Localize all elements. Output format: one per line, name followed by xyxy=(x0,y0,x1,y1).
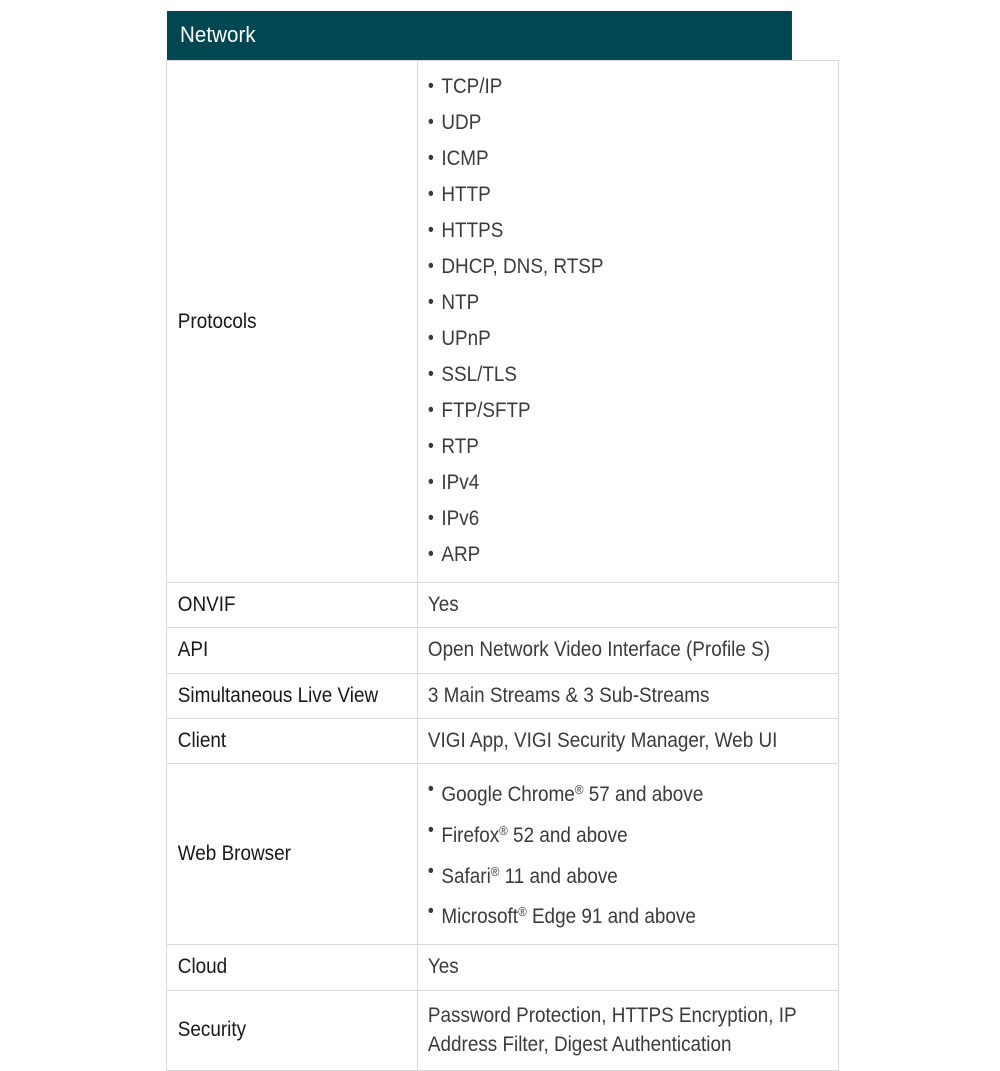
table-row-security xyxy=(167,990,839,1071)
list-item: • UDP xyxy=(428,105,848,141)
row-label-cell xyxy=(167,61,418,583)
list-item: • Google Chrome® 57 and above xyxy=(428,772,848,813)
row-label-text: API xyxy=(177,638,209,662)
list-item: • Safari® 11 and above xyxy=(428,854,848,895)
section-header-title: Network xyxy=(167,11,792,61)
row-label-text: Security xyxy=(177,1018,247,1042)
list-item: • RTP xyxy=(428,429,848,465)
row-label-text: Client xyxy=(177,728,227,752)
row-label-text: ONVIF xyxy=(177,593,236,617)
list-item: • IPv4 xyxy=(428,465,848,501)
protocols-bullet-list xyxy=(428,69,848,573)
row-value-text: Yes xyxy=(427,593,459,617)
list-item: • DHCP, DNS, RTSP xyxy=(428,249,848,285)
row-value-cell xyxy=(418,628,839,673)
table-row-client xyxy=(167,718,839,763)
table-row-protocols xyxy=(167,61,839,583)
table-row-cloud xyxy=(167,945,839,990)
row-value-text: Open Network Video Interface (Profile S) xyxy=(427,638,771,662)
table-row-simultaneous-live-view xyxy=(167,673,839,718)
row-value-cell xyxy=(418,764,839,945)
protocols-list-wrapper xyxy=(418,61,857,582)
list-item: • FTP/SFTP xyxy=(428,393,848,429)
row-label-text: Protocols xyxy=(177,309,257,333)
list-item: • HTTP xyxy=(428,177,848,213)
row-label-cell xyxy=(167,718,418,763)
list-item: • SSL/TLS xyxy=(428,357,848,393)
browser-list-wrapper xyxy=(418,764,857,944)
row-value-cell xyxy=(418,718,839,763)
row-label-cell xyxy=(167,673,418,718)
row-value-text: VIGI App, VIGI Security Manager, Web UI xyxy=(427,728,778,752)
row-label-cell xyxy=(167,990,418,1071)
row-value-cell xyxy=(418,583,839,628)
row-value-text: 3 Main Streams & 3 Sub-Streams xyxy=(427,683,710,707)
row-value-text: Password Protection, HTTPS Encryption, IP Address Filter, Digest Authentication xyxy=(427,1003,797,1057)
network-specifications-table xyxy=(166,11,839,1071)
row-label-text: Simultaneous Live View xyxy=(177,683,379,707)
list-item: • ARP xyxy=(428,537,848,573)
row-label-text: Cloud xyxy=(177,955,228,979)
table-row-onvif xyxy=(167,583,839,628)
table-body xyxy=(167,61,839,1071)
web-browser-bullet-list xyxy=(428,772,848,935)
list-item: • Firefox® 52 and above xyxy=(428,813,848,854)
list-item: • UPnP xyxy=(428,321,848,357)
table-section-header-row xyxy=(167,11,839,61)
list-item: • Microsoft® Edge 91 and above xyxy=(428,894,848,935)
row-value-cell xyxy=(418,990,839,1071)
row-label-cell xyxy=(167,628,418,673)
row-value-text: Yes xyxy=(427,955,459,979)
row-value-cell xyxy=(418,945,839,990)
table-row-api xyxy=(167,628,839,673)
row-label-text: Web Browser xyxy=(177,842,291,866)
list-item: • ICMP xyxy=(428,141,848,177)
table-row-web-browser xyxy=(167,764,839,945)
row-value-cell xyxy=(418,61,839,583)
row-label-cell xyxy=(167,764,418,945)
row-value-cell xyxy=(418,673,839,718)
row-label-cell xyxy=(167,945,418,990)
row-label-cell xyxy=(167,583,418,628)
list-item: • TCP/IP xyxy=(428,69,848,105)
list-item: • HTTPS xyxy=(428,213,848,249)
list-item: • NTP xyxy=(428,285,848,321)
list-item: • IPv6 xyxy=(428,501,848,537)
